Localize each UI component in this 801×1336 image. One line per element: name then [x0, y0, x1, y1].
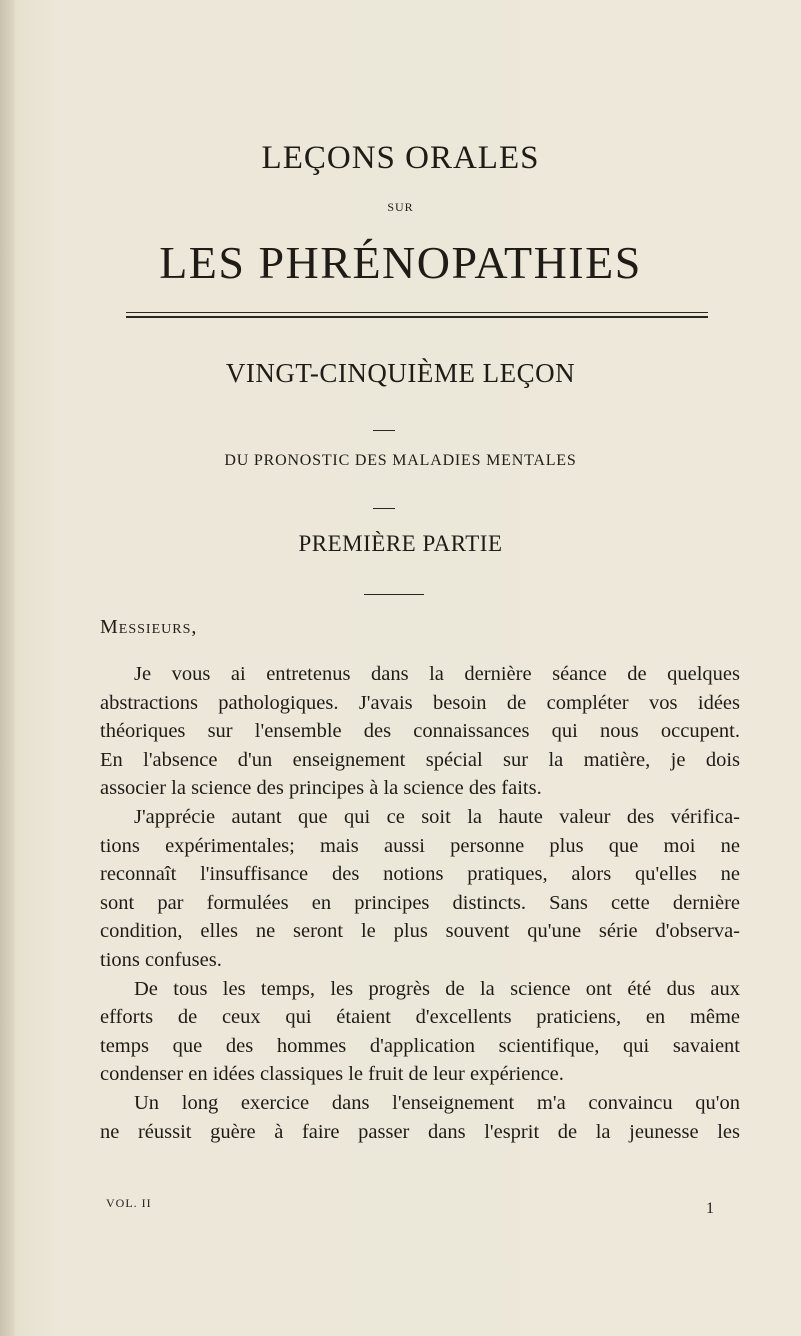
text-line: Un long exercice dans l'enseignement m'a convaincu qu'on: [134, 1091, 740, 1114]
body-text: [100, 660, 740, 1146]
separator-rule: [373, 508, 395, 509]
text-line: tions confuses.: [100, 948, 222, 971]
separator-rule: [364, 594, 424, 595]
volume-mark: VOL. II: [106, 1196, 152, 1210]
signature-mark: 1: [706, 1200, 714, 1217]
text-line: Je vous ai entretenus dans la dernière séance de quelques: [134, 663, 740, 685]
text-line: temps que des hommes d'application scientifique, qui savaient: [100, 1034, 740, 1057]
lesson-subject: DU PRONOSTIC DES MALADIES MENTALES: [224, 452, 577, 469]
text-line: sont par formulées en principes distincts. Sans cette dernière: [100, 891, 740, 914]
text-line: condition, elles ne seront le plus souvent qu'une série d'observa-: [100, 920, 740, 943]
salutation: Messieurs,: [100, 616, 198, 638]
separator-rule: [373, 430, 395, 431]
text-line: En l'absence d'un enseignement spécial sur la matière, je dois: [100, 748, 740, 771]
main-title-line1: LEÇONS ORALES: [261, 140, 540, 176]
text-line: reconnaît l'insuffisance des notions pratiques, alors qu'elles ne: [100, 863, 740, 886]
text-line: associer la science des principes à la science des faits.: [100, 777, 542, 800]
lesson-part: PREMIÈRE PARTIE: [298, 531, 503, 556]
text-line: condenser en idées classiques le fruit de leur expérience.: [100, 1063, 564, 1086]
title-double-rule: [126, 312, 708, 318]
text-line: abstractions pathologiques. J'avais besoin de compléter vos idées: [100, 691, 740, 714]
text-line: ne réussit guère à faire passer dans l'esprit de la jeunesse les: [100, 1120, 740, 1143]
text-line: J'apprécie autant que qui ce soit la haute valeur des vérifica-: [134, 805, 740, 828]
text-line: théoriques sur l'ensemble des connaissances qui nous occupent.: [100, 720, 740, 743]
text-line: tions expérimentales; mais aussi personne plus que moi ne: [100, 834, 740, 857]
title-connector: SUR: [387, 200, 414, 214]
text-line: De tous les temps, les progrès de la science ont été dus aux: [134, 977, 740, 1000]
lesson-number: VINGT-CINQUIÈME LEÇON: [225, 358, 576, 388]
text-line: efforts de ceux qui étaient d'excellents praticiens, en même: [100, 1006, 740, 1029]
main-title-line2: LES PHRÉNOPATHIES: [159, 237, 642, 288]
